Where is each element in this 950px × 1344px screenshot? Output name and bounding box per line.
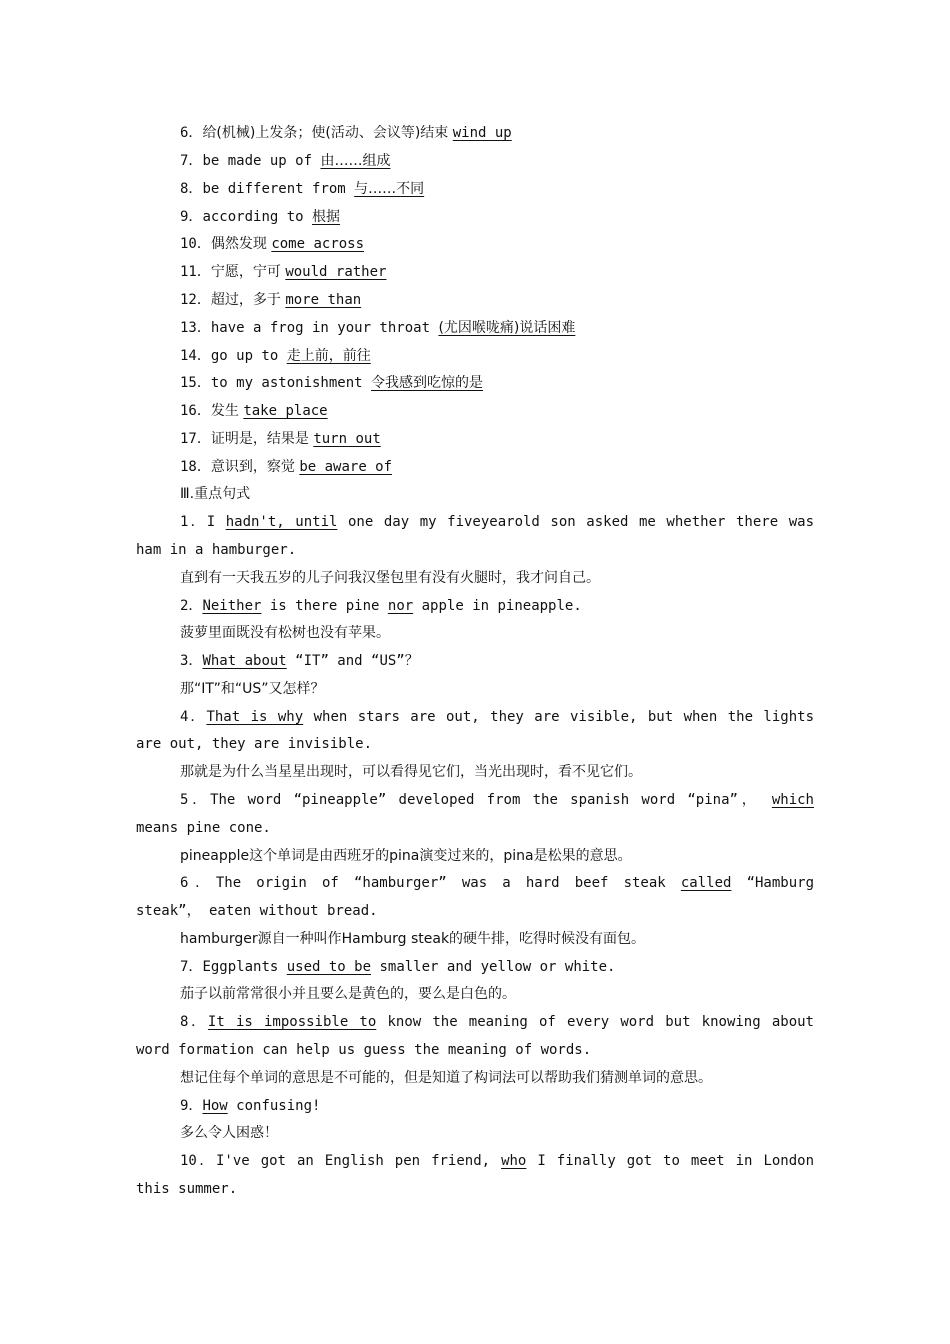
phrase-item: 18．意识到，察觉 be aware of [180,459,393,475]
sentence-translation: 多么令人困惑！ [180,1125,278,1141]
phrase-item: 11．宁愿，宁可 would rather [180,264,387,280]
sentence-line: 1．I hadn't, until one day my fiveyearold son asked me whether there was [180,514,814,530]
phrase-item: 16．发生 take place [180,403,328,419]
section-heading: Ⅲ.重点句式 [180,486,251,502]
phrase-item: 14．go up to 走上前，前往 [180,348,371,364]
phrase-item: 12．超过，多于 more than [180,292,362,308]
sentence-line: 5．The word “pineapple” developed from the spanish word “pina”， which [180,792,814,808]
phrase-item: 7．be made up of 由……组成 [180,153,391,169]
sentence-translation: 那就是为什么当星星出现时，可以看得见它们，当光出现时，看不见它们。 [180,764,642,780]
sentence-translation: hamburger源自一种叫作Hamburg steak的硬牛排，吃得时候没有面包。 [180,931,646,947]
sentence-line: 6．The origin of “hamburger” was a hard beef steak called “Hamburg [180,875,814,891]
phrase-item: 10．偶然发现 come across [180,236,365,252]
sentence-line: 9．How confusing! [180,1098,321,1114]
sentence-continuation: word formation can help us guess the meaning of words. [136,1042,592,1058]
sentence-continuation: ham in a hamburger. [136,542,297,558]
sentence-translation: 菠萝里面既没有松树也没有苹果。 [180,625,390,641]
phrase-item: 9．according to 根据 [180,209,341,225]
phrase-item: 17．证明是，结果是 turn out [180,431,381,447]
sentence-line: 7．Eggplants used to be smaller and yellow or white. [180,959,616,975]
sentence-line: 10．I've got an English pen friend, who I finally got to meet in London [180,1153,814,1169]
sentence-translation: pineapple这个单词是由西班牙的pina演变过来的，pina是松果的意思。 [180,848,632,864]
sentence-line: 2．Neither is there pine nor apple in pineapple. [180,598,582,614]
sentence-line: 8．It is impossible to know the meaning of every word but knowing about [180,1014,814,1030]
sentence-continuation: means pine cone. [136,820,271,836]
phrase-item: 8．be different from 与……不同 [180,181,425,197]
sentence-continuation: this summer. [136,1181,238,1197]
phrase-item: 13．have a frog in your throat (尤因喉咙痛)说话困难 [180,320,576,336]
sentence-translation: 想记住每个单词的意思是不可能的，但是知道了构词法可以帮助我们猜测单词的意思。 [180,1070,712,1086]
sentence-translation: 茄子以前常常很小并且要么是黄色的，要么是白色的。 [180,986,516,1002]
sentence-line: 3．What about “IT” and “US”？ [180,653,419,669]
sentence-continuation: steak”， eaten without bread. [136,903,378,919]
phrase-item: 15．to my astonishment 令我感到吃惊的是 [180,375,484,391]
sentence-translation: 直到有一天我五岁的儿子问我汉堡包里有没有火腿时，我才问自己。 [180,570,600,586]
phrase-item: 6．给(机械)上发条；使(活动、会议等)结束 wind up [180,125,512,141]
sentence-continuation: are out, they are invisible. [136,736,373,752]
sentence-line: 4．That is why when stars are out, they are visible, but when the lights [180,709,814,725]
sentence-translation: 那“IT”和“US”又怎样？ [180,681,325,697]
